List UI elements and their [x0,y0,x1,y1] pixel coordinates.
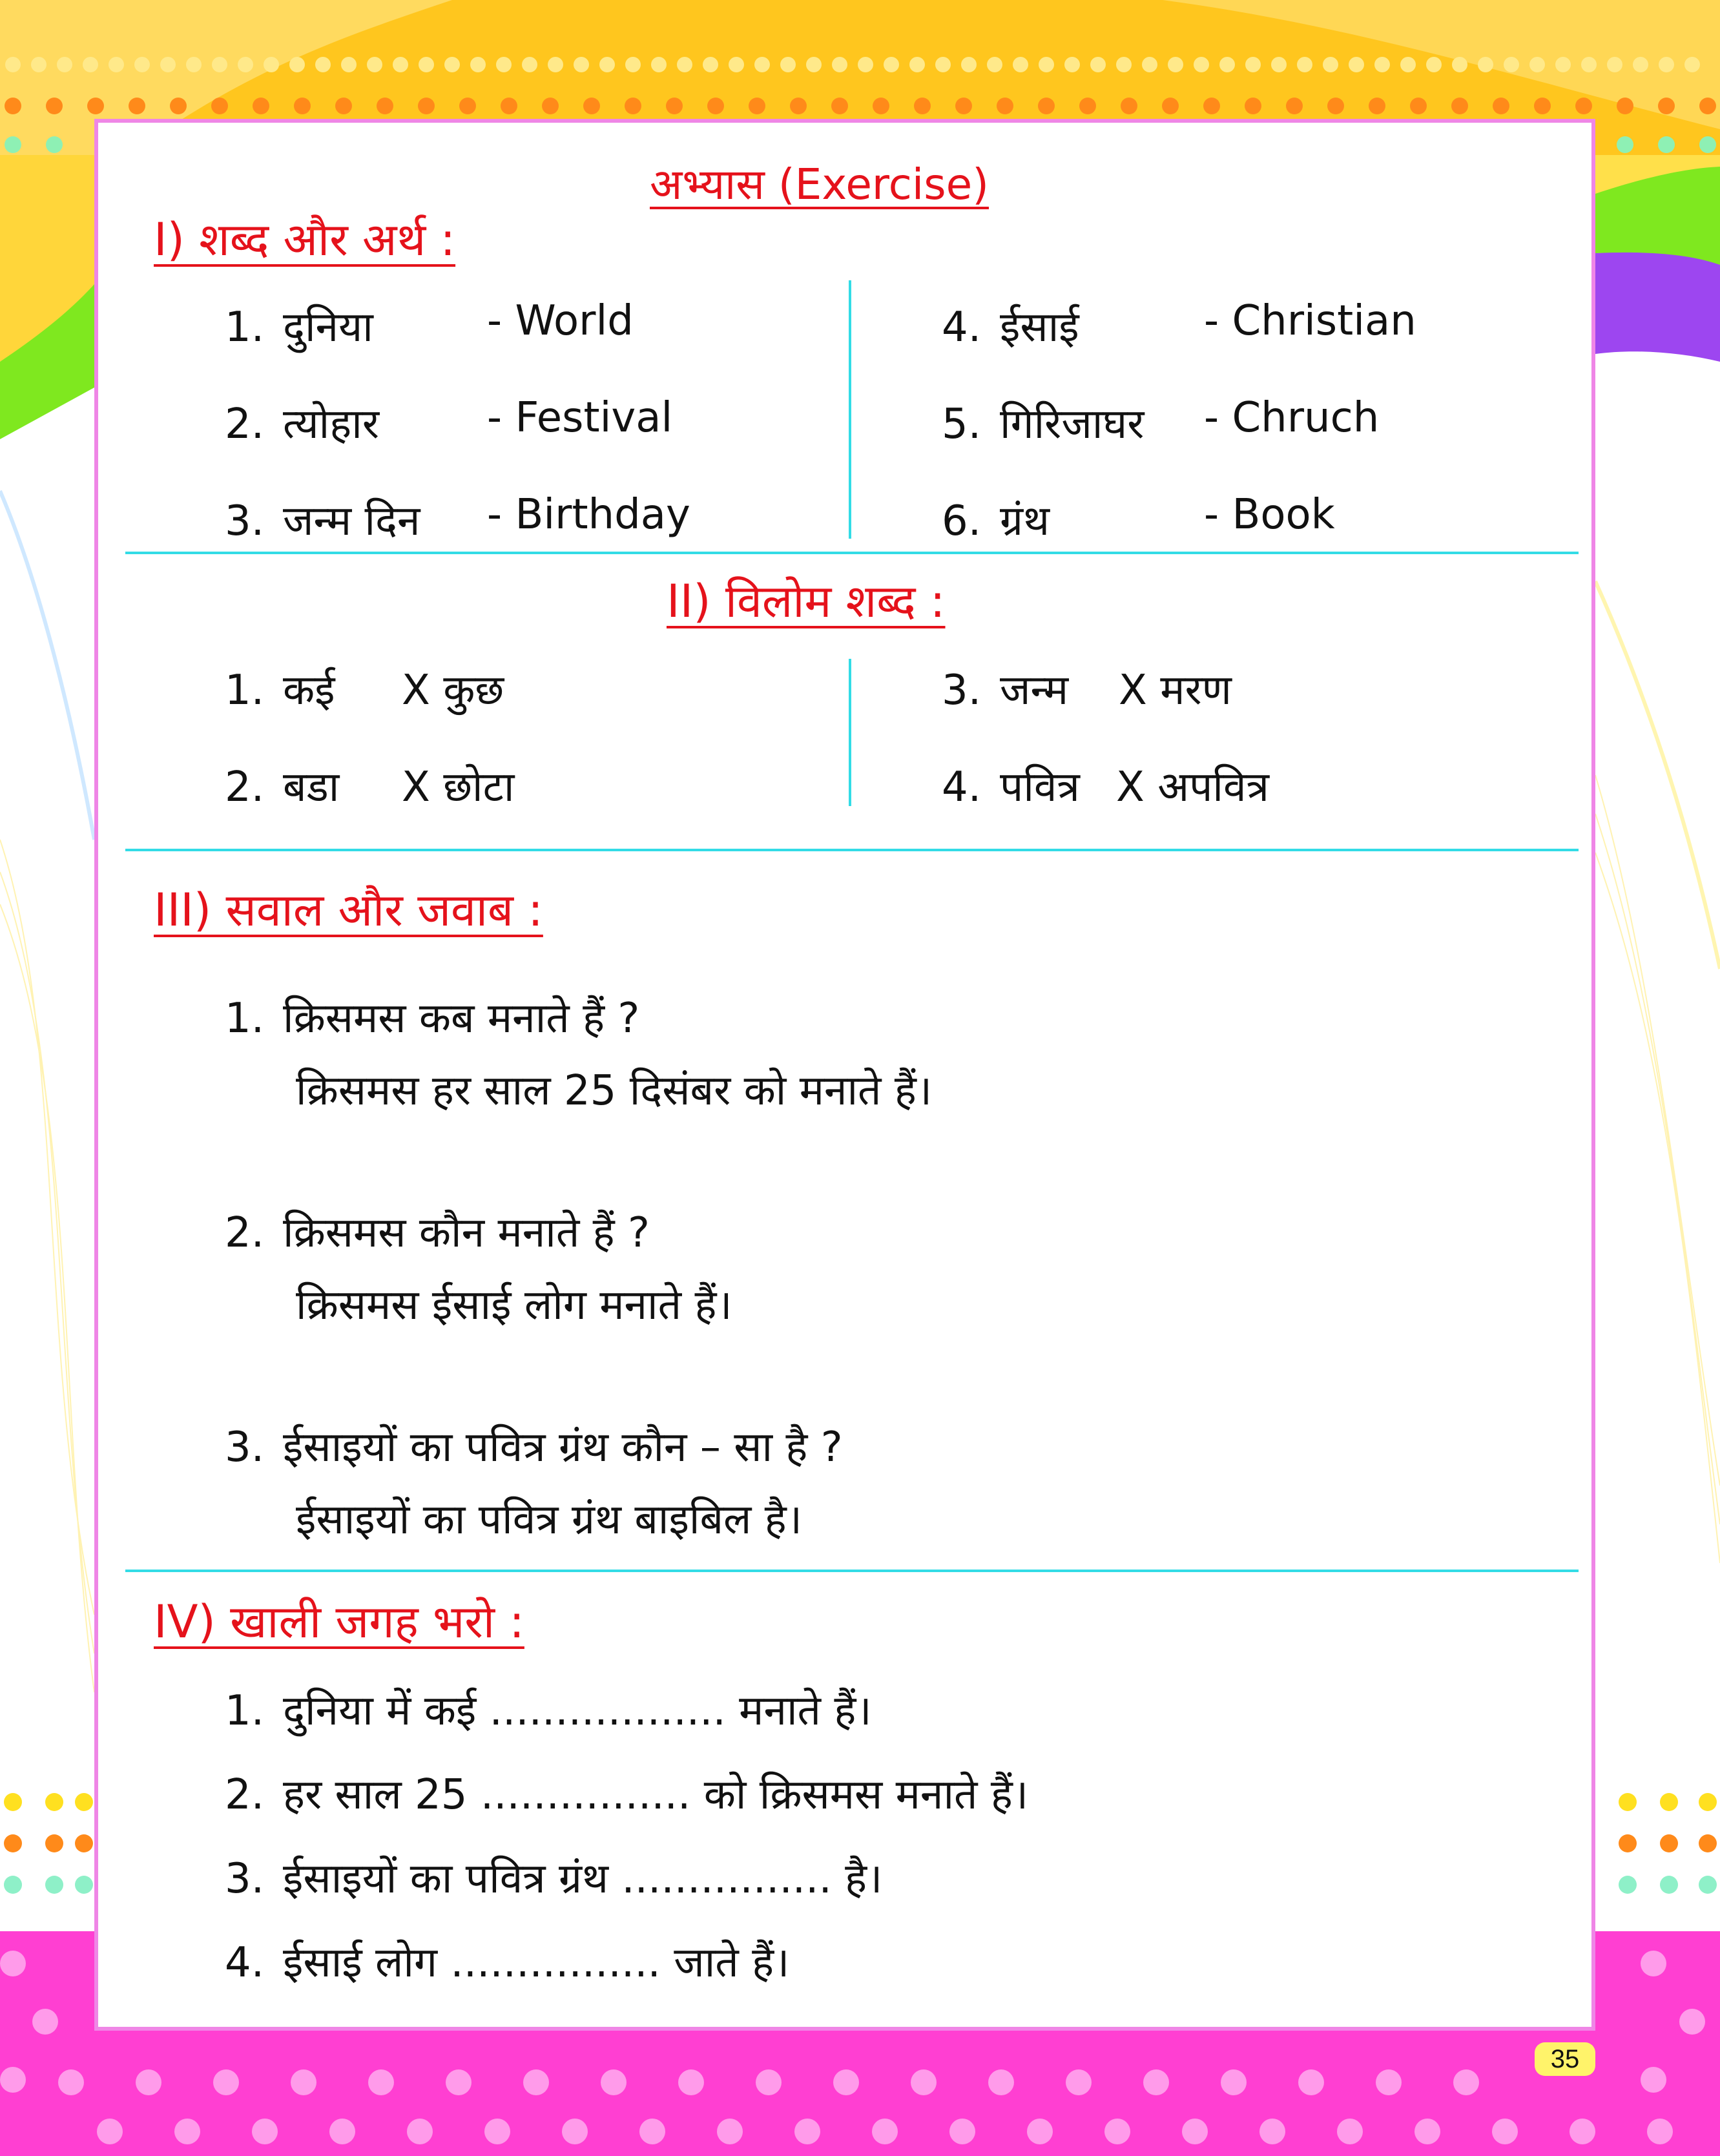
x-separator: X [1119,667,1147,714]
question: 2. क्रिसमस कौन मनाते हैं ? [225,1209,650,1257]
meaning: - Christian [1204,297,1416,345]
word: कई [283,667,335,714]
opposite: छोटा [443,763,515,811]
page-title: अभ्यास (Exercise) [650,160,989,209]
column-divider [849,280,851,539]
word: त्योहार [283,400,379,448]
section-divider [125,552,1579,554]
list-item: 2. त्योहार [225,400,379,448]
word: दुनिया [283,304,373,351]
x-separator: X [402,667,430,714]
question: 1. क्रिसमस कब मनाते हैं ? [225,995,640,1042]
list-item: 2. बडा [225,763,340,811]
x-separator: X [402,763,430,811]
section-heading-word-meaning: I) शब्द और अर्थ : [154,213,456,266]
answer: क्रिसमस ईसाई लोग मनाते हैं। [296,1281,732,1329]
opposite: कुछ [443,667,504,714]
section-heading-questions-answers: III) सवाल और जवाब : [154,884,543,937]
list-item: 4. ईसाई [942,304,1079,351]
answer: ईसाइयों का पवित्र ग्रंथ बाइबिल है। [296,1496,802,1544]
question: 3. ईसाइयों का पवित्र ग्रंथ कौन – सा है ? [225,1424,843,1471]
list-item: 5. गिरिजाघर [942,400,1145,448]
column-divider [849,659,851,806]
word: जन्म दिन [283,497,420,545]
answer: क्रिसमस हर साल 25 दिसंबर को मनाते हैं। [296,1067,933,1115]
list-item: 3. जन्म दिन [225,497,420,545]
list-item: 3. जन्म [942,667,1069,714]
antonym-pair [402,757,514,813]
opposite: मरण [1160,667,1232,714]
opposite: अपवित्र [1157,763,1269,811]
antonym-pair [402,660,504,716]
word: ईसाई [1000,304,1079,351]
blank-sentence: 4. ईसाई लोग ................ जाते हैं। [225,1939,790,1987]
list-item: 4. पवित्र [942,763,1080,811]
list-item: 1. कई [225,667,335,714]
word: ग्रंथ [1000,497,1050,545]
list-item: 6. ग्रंथ [942,497,1050,545]
blank-sentence: 3. ईसाइयों का पवित्र ग्रंथ ................ है। [225,1855,883,1903]
meaning: - Book [1204,491,1335,539]
blank-sentence: 2. हर साल 25 ................ को क्रिसमस मनाते हैं। [225,1771,1029,1819]
meaning: - Festival [487,394,673,442]
word: बडा [283,763,340,811]
antonym-pair [1116,757,1269,813]
blank-sentence: 1. दुनिया में कई .................. मनाते हैं। [225,1687,872,1735]
meaning: - World [487,297,634,345]
section-divider [125,1570,1579,1572]
meaning: - Chruch [1204,394,1380,442]
meaning: - Birthday [487,491,690,539]
page-number: 35 [1535,2042,1595,2076]
section-heading-fill-blanks: IV) खाली जगह भरो : [154,1595,524,1648]
section-heading-antonyms: II) विलोम शब्द : [667,575,946,628]
section-divider [125,849,1579,851]
exercise-card [94,119,1595,2031]
word: गिरिजाघर [1000,400,1145,448]
word: पवित्र [1000,763,1080,811]
antonym-pair [1119,660,1232,716]
x-separator: X [1116,763,1145,811]
list-item: 1. दुनिया [225,304,373,351]
word: जन्म [1000,667,1069,714]
